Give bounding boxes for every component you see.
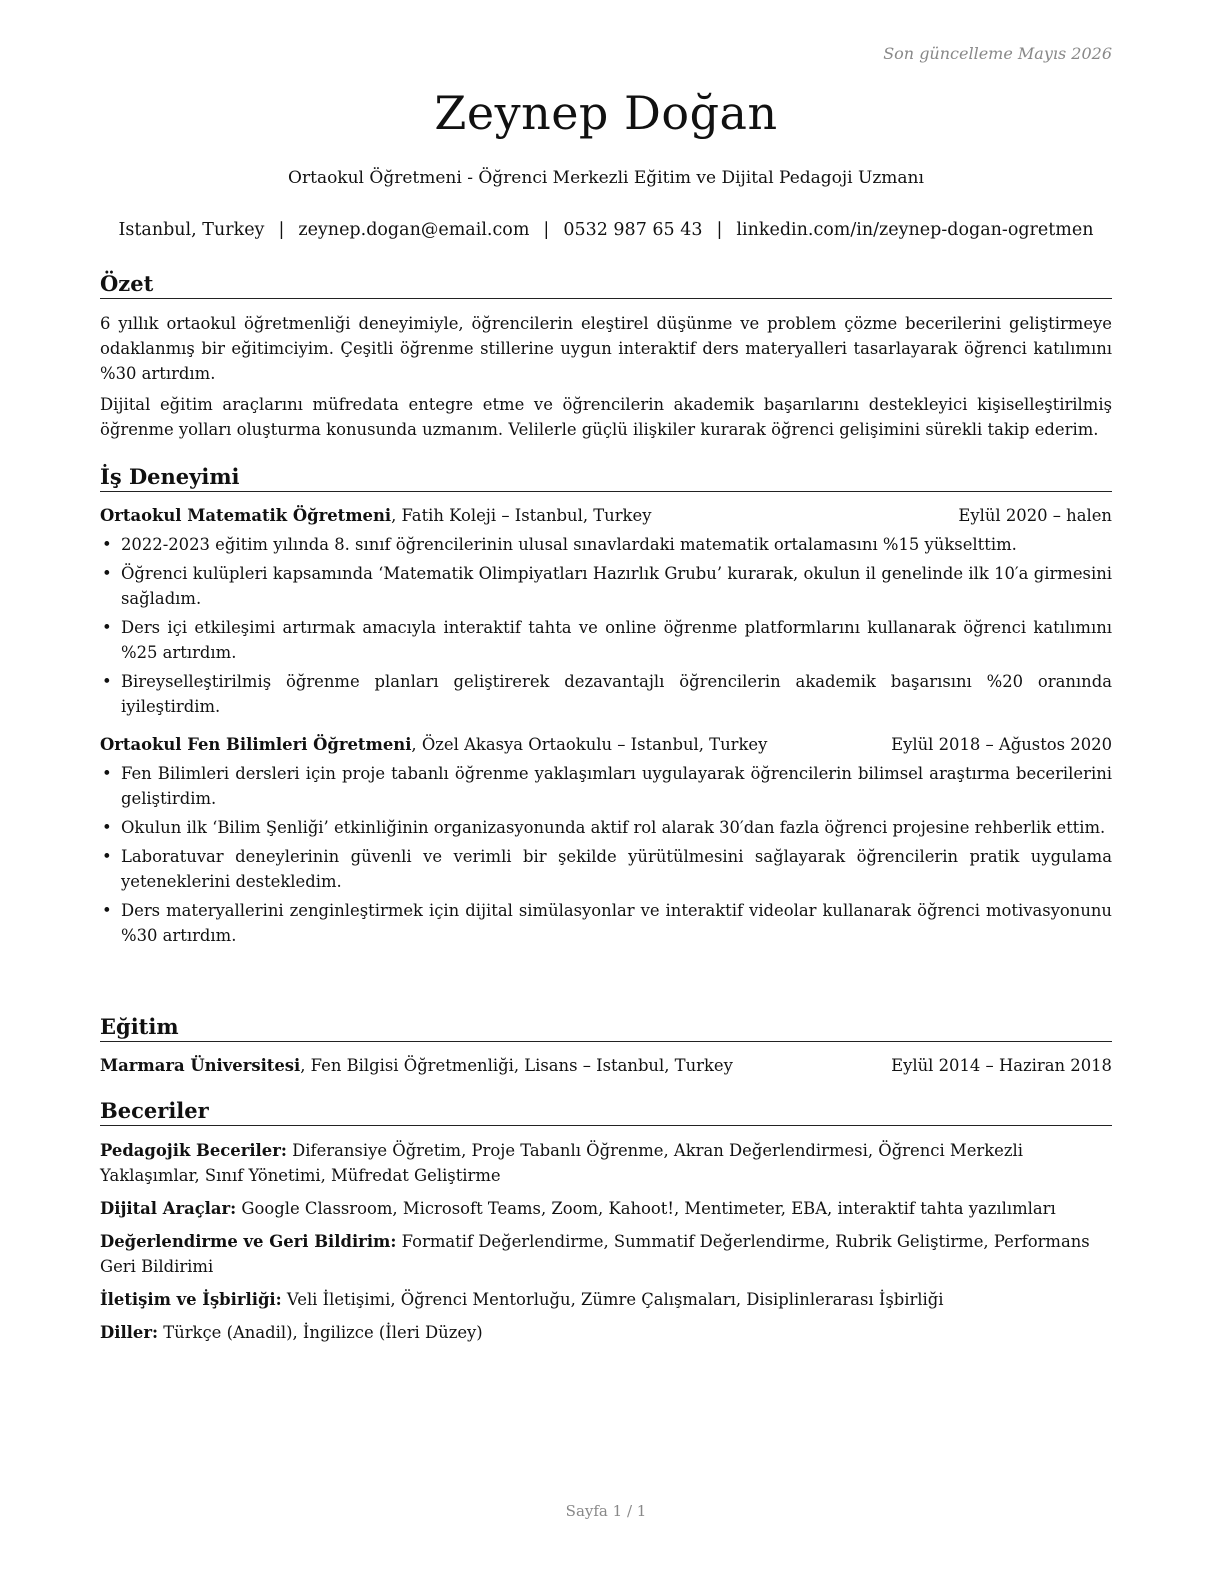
summary-paragraph: 6 yıllık ortaokul öğretmenliği deneyimiyle, öğrencilerin eleştirel düşünme ve problem çözme becerilerini geliştirmeye odaklanmış bir eğitimciyim. Çeşitli öğrenme stillerine uygun interaktif ders materyalleri tasarlayarak öğrenci katılımını %30 artırdım. [100,314,1112,383]
section-title-experience: İş Deneyimi [100,464,1112,492]
contact-line [100,220,1112,240]
education-entry [100,1054,1112,1078]
job-bullets [100,532,1112,719]
section-title-education: Eğitim [100,1014,1112,1042]
job-header [100,733,1112,757]
section-title-summary: Özet [100,271,1112,299]
job-org: , Fatih Koleji – Istanbul, Turkey [391,506,652,525]
skill-label: Pedagojik Beceriler: [100,1141,287,1160]
skill-row [100,1287,1112,1312]
job-bullet: • Ders materyallerini zenginleştirmek için dijital simülasyonlar ve interaktif videolar kullanarak öğrenci motivasyonunu %30 artırdım. [100,898,1112,948]
contact-separator: | [543,220,550,240]
job-role: Ortaokul Fen Bilimleri Öğretmeni [100,735,412,754]
job-entry [100,733,1112,948]
skill-row [100,1229,1112,1279]
candidate-name: Zeynep Doğan [434,86,778,140]
job-bullet: • Okulun ilk ‘Bilim Şenliği’ etkinliğinin organizasyonunda aktif rol alarak 30′dan fazla öğrenci projesine rehberlik ettim. [100,815,1112,840]
education-section [100,1014,1112,1078]
skill-value: Formatif Değerlendirme, Summatif Değerlendirme, Rubrik Geliştirme, Performans Geri Bildirimi [100,1232,1090,1276]
job-bullet: • Ders içi etkileşimi artırmak amacıyla interaktif tahta ve online öğrenme platformlarını kullanarak öğrenci katılımını %25 artırdım. [100,615,1112,665]
skill-label: Değerlendirme ve Geri Bildirim: [100,1232,397,1251]
skill-value: Türkçe (Anadil), İngilizce (İleri Düzey) [158,1323,483,1342]
experience-section [100,464,1112,952]
job-header [100,504,1112,528]
resume-page [100,0,1112,1584]
job-bullets [100,761,1112,948]
contact-linkedin[interactable]: linkedin.com/in/zeynep-dogan-ogretmen [736,220,1094,240]
skill-value: Diferansiye Öğretim, Proje Tabanlı Öğrenme, Akran Değerlendirmesi, Öğrenci Merkezli Yaklaşımlar, Sınıf Yönetimi, Müfredat Geliştirme [100,1141,1023,1185]
job-bullet: • Bireyselleştirilmiş öğrenme planları geliştirerek dezavantajlı öğrencilerin akademik başarısını %20 oranında iyileştirdim. [100,669,1112,719]
job-bullet: • Fen Bilimleri dersleri için proje tabanlı öğrenme yaklaşımları uygulayarak öğrencilerin bilimsel araştırma becerilerini geliştirdim. [100,761,1112,811]
skill-row [100,1196,1112,1221]
job-bullet: • Laboratuvar deneylerinin güvenli ve verimli bir şekilde yürütülmesini sağlayarak öğrencilerin pratik uygulama yeteneklerini destekledim. [100,844,1112,894]
job-dates: Eylül 2018 – Ağustos 2020 [891,735,1112,754]
section-title-skills: Beceriler [100,1098,1112,1126]
skill-label: Diller: [100,1323,159,1342]
education-dates: Eylül 2014 – Haziran 2018 [891,1056,1112,1075]
contact-email[interactable]: zeynep.dogan@email.com [298,220,530,240]
contact-phone: 0532 987 65 43 [563,220,703,240]
contact-separator: | [278,220,285,240]
skill-value: Veli İletişimi, Öğrenci Mentorluğu, Zümre Çalışmaları, Disiplinlerarası İşbirliği [281,1290,944,1309]
last-updated: Son güncelleme Mayıs 2026 [883,44,1112,63]
job-role: Ortaokul Matematik Öğretmeni [100,506,392,525]
skills-section [100,1098,1112,1353]
headline: Ortaokul Öğretmeni - Öğrenci Merkezli Eğitim ve Dijital Pedagoji Uzmanı [288,168,924,188]
skill-row [100,1138,1112,1188]
job-bullet: • 2022-2023 eğitim yılında 8. sınıf öğrencilerinin ulusal sınavlardaki matematik ortalamasını %15 yükselttim. [100,532,1112,557]
summary-section [100,271,1112,448]
job-entry [100,504,1112,719]
job-bullet: • Öğrenci kulüpleri kapsamında ‘Matematik Olimpiyatları Hazırlık Grubu’ kurarak, okulun il genelinde ilk 10′a girmesini sağladım. [100,561,1112,611]
skill-row [100,1320,1112,1345]
skill-label: Dijital Araçlar: [100,1199,237,1218]
page-number: Sayfa 1 / 1 [565,1502,647,1520]
job-org: , Özel Akasya Ortaokulu – Istanbul, Turkey [411,735,768,754]
job-dates: Eylül 2020 – halen [958,506,1112,525]
skill-label: İletişim ve İşbirliği: [100,1290,282,1309]
education-school: Marmara Üniversitesi [100,1056,301,1075]
contact-location: Istanbul, Turkey [118,220,265,240]
skill-value: Google Classroom, Microsoft Teams, Zoom, Kahoot!, Mentimeter, EBA, interaktif tahta yazılımları [236,1199,1056,1218]
education-details: , Fen Bilgisi Öğretmenliği, Lisans – Istanbul, Turkey [300,1056,733,1075]
contact-separator: | [716,220,723,240]
summary-paragraph: Dijital eğitim araçlarını müfredata entegre etme ve öğrencilerin akademik başarılarını destekleyici kişiselleştirilmiş öğrenme yolları oluşturma konusunda uzmanım. Velilerle güçlü ilişkiler kurarak öğrenci gelişimini sürekli takip ederim. [100,395,1112,439]
